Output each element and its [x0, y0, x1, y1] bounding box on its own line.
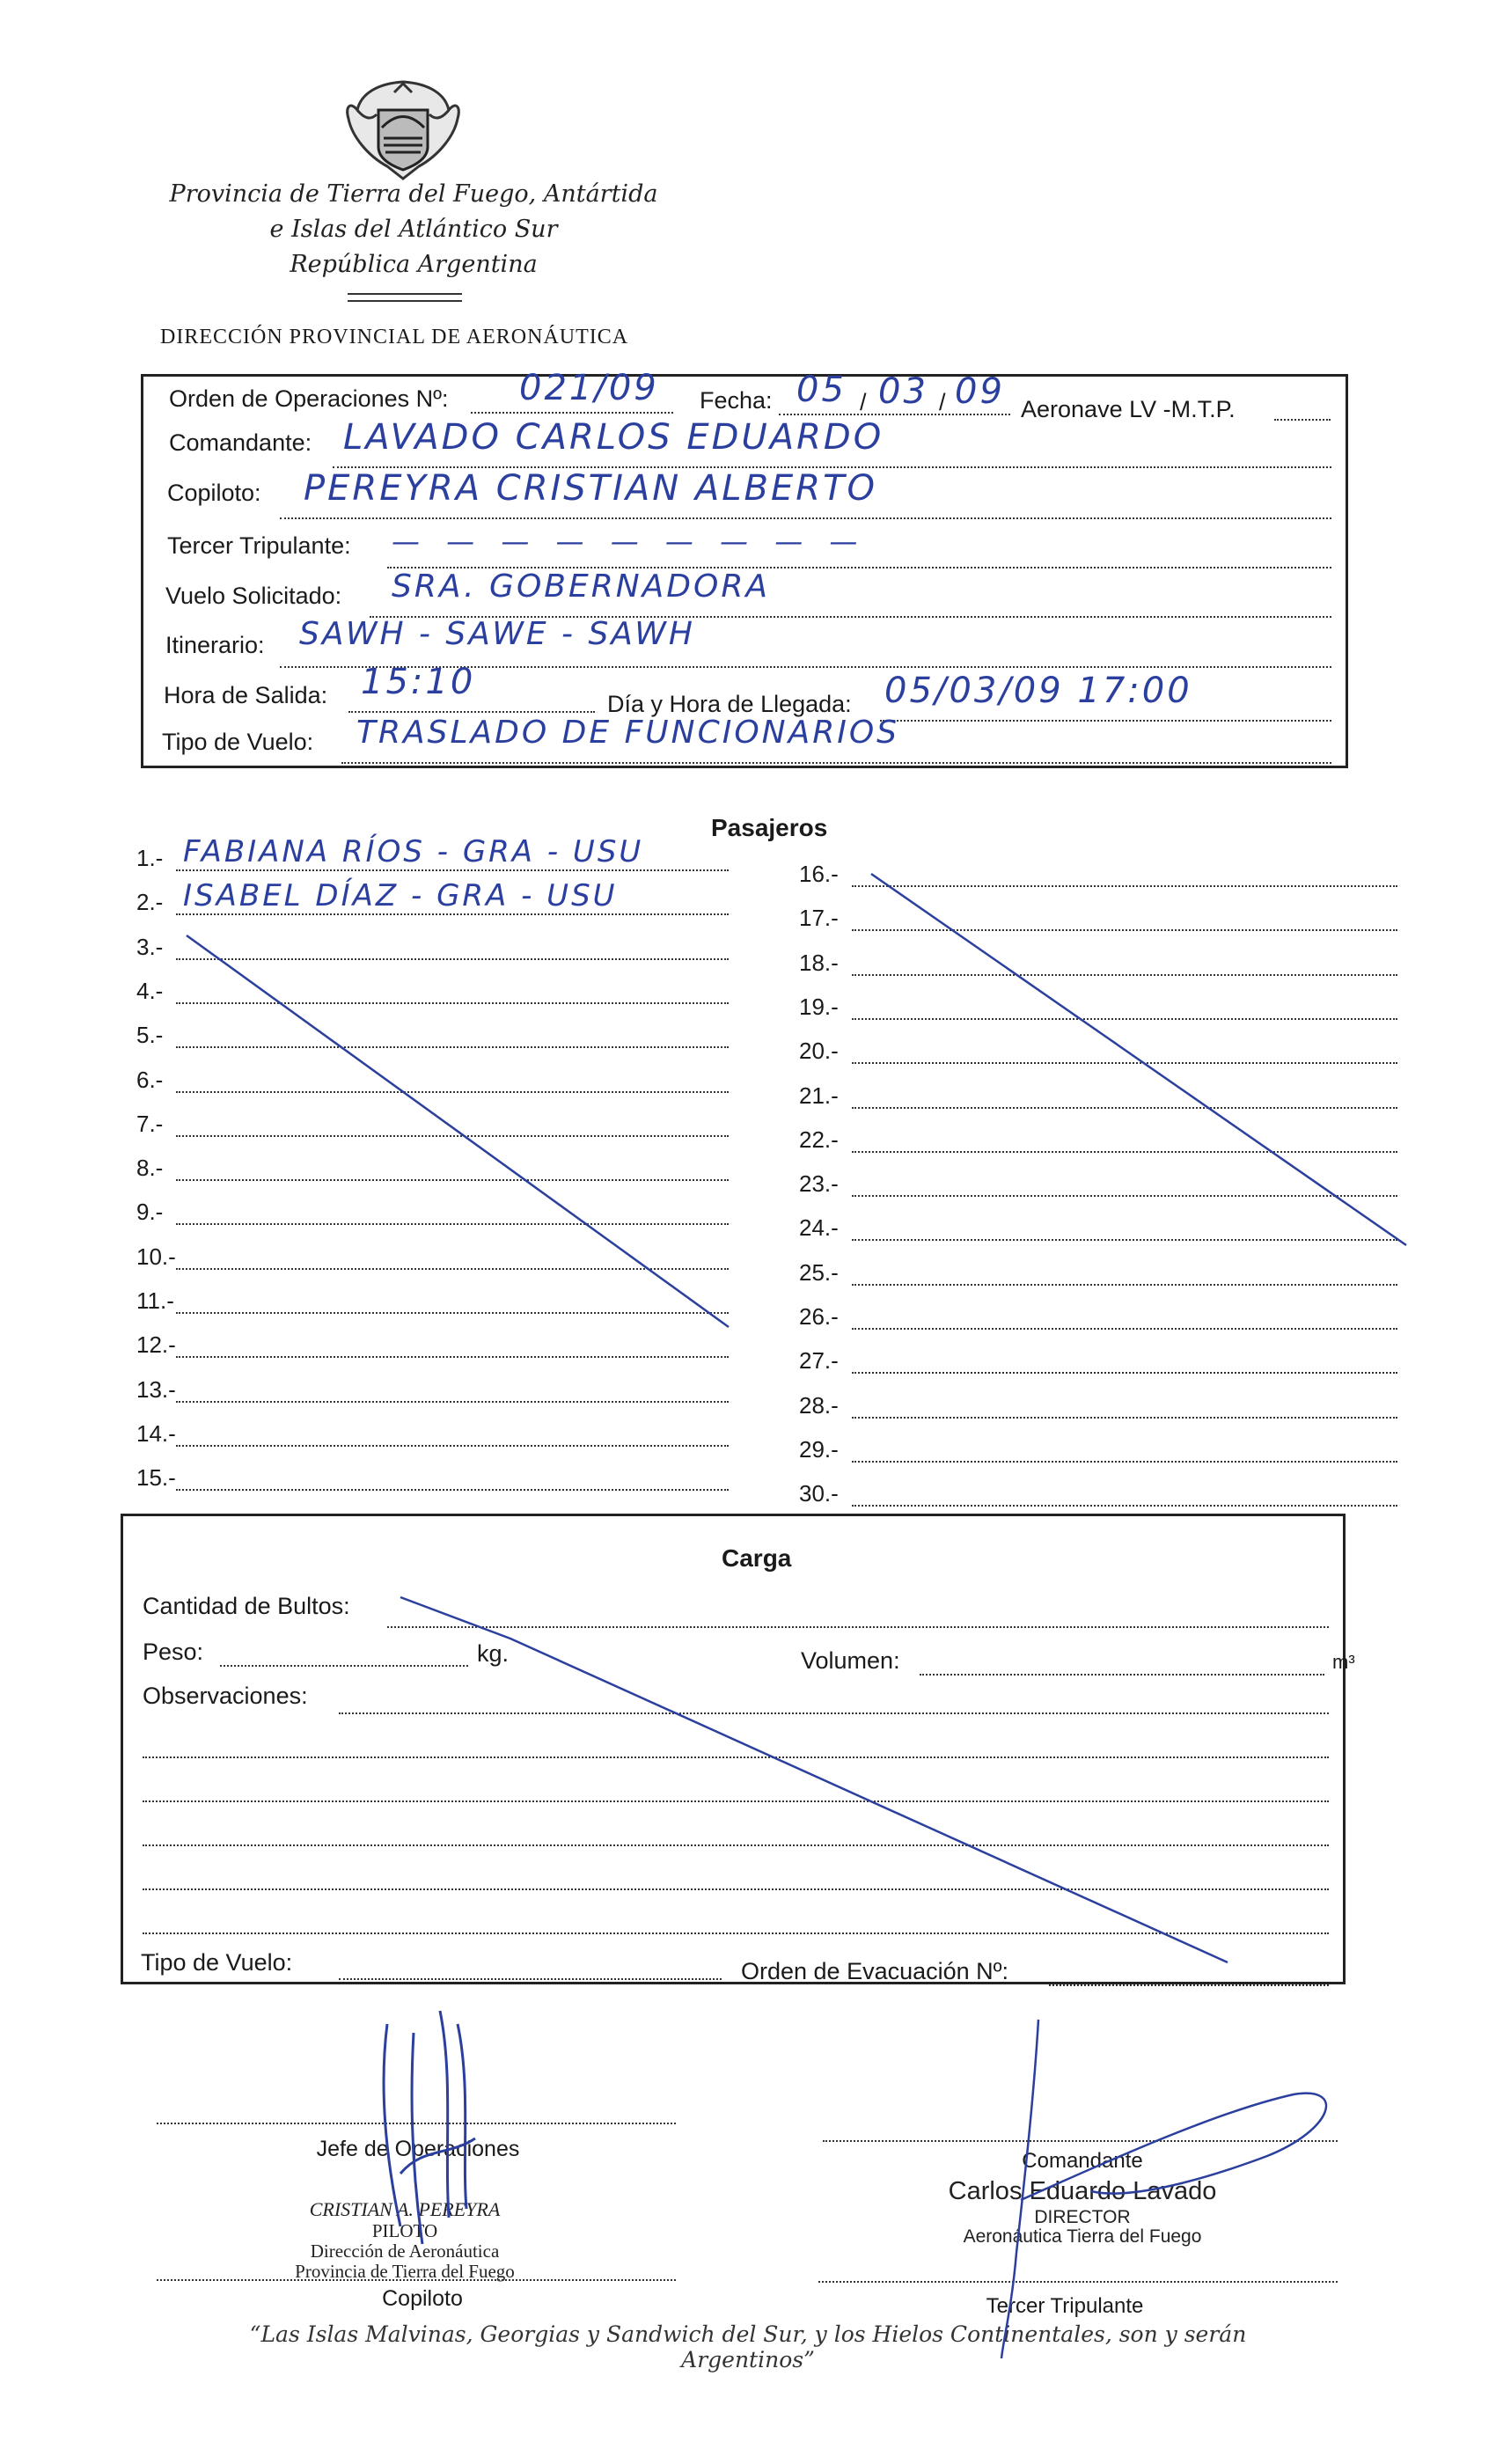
passenger-line [852, 974, 1397, 976]
passenger-line [852, 1284, 1397, 1286]
passenger-name: FABIANA RÍOS - GRA - USU [183, 834, 644, 869]
observaciones-line [143, 1844, 1329, 1846]
llegada-line [880, 720, 1331, 722]
fecha-separator: / [860, 389, 867, 415]
passenger-number: 19.- [799, 993, 839, 1020]
copiloto-line [280, 517, 1331, 519]
fecha-month: 03 [878, 371, 928, 412]
passenger-line [852, 1417, 1397, 1419]
passenger-number: 16.- [799, 861, 839, 887]
passenger-line [852, 885, 1397, 887]
passenger-number: 11.- [136, 1287, 174, 1314]
comandante-signature-line [823, 2140, 1338, 2142]
carga-tipo-vuelo-line [339, 1978, 722, 1980]
tipo-vuelo-value: TRASLADO DE FUNCIONARIOS [356, 715, 900, 751]
passenger-number: 26.- [799, 1303, 839, 1330]
copiloto-signature-line [157, 2279, 676, 2281]
orden-value: 021/09 [519, 368, 659, 408]
llegada-value: 05/03/09 17:00 [884, 671, 1192, 711]
passenger-number: 23.- [799, 1170, 839, 1198]
copiloto-value: PEREYRA CRISTIAN ALBERTO [304, 468, 877, 509]
bultos-line [387, 1626, 1329, 1628]
stamp-right-role: DIRECTOR [1034, 2207, 1131, 2227]
passenger-line [176, 913, 729, 915]
passenger-number: 10.- [136, 1243, 176, 1270]
carga-title: Carga [722, 1544, 792, 1572]
stamp-left-name: CRISTIAN A. PEREYRA [309, 2198, 501, 2220]
passenger-line [176, 1356, 729, 1358]
passenger-line [852, 1328, 1397, 1330]
passenger-number: 29.- [799, 1435, 839, 1463]
passenger-number: 14.- [136, 1419, 176, 1447]
evacuacion-line [1049, 1984, 1329, 1986]
passenger-line [852, 1461, 1397, 1463]
observaciones-line [143, 1888, 1329, 1890]
observaciones-label: Observaciones: [143, 1683, 308, 1709]
province-line-2: e Islas del Atlántico Sur [269, 216, 558, 243]
observaciones-line [339, 1712, 1329, 1714]
passenger-number: 24.- [799, 1214, 839, 1242]
tipo-vuelo-line [341, 762, 1331, 764]
itinerario-label: Itinerario: [165, 632, 265, 658]
passenger-line [176, 1091, 729, 1093]
passenger-line [176, 1268, 729, 1270]
cargo-box [121, 1514, 1346, 1984]
vuelo-solicitado-value: SRA. GOBERNADORA [392, 568, 770, 605]
passenger-line [852, 1107, 1397, 1109]
aeronave-label: Aeronave LV -M.T.P. [1021, 396, 1236, 422]
bultos-label: Cantidad de Bultos: [143, 1593, 350, 1619]
passenger-number: 12.- [136, 1331, 176, 1359]
carga-tipo-vuelo-label: Tipo de Vuelo: [141, 1949, 293, 1976]
tercer-signature-line [818, 2281, 1338, 2283]
passenger-line [176, 869, 729, 871]
volumen-unit: m³ [1332, 1651, 1355, 1673]
stamp-left-org2: Provincia de Tierra del Fuego [295, 2261, 515, 2282]
passenger-number: 27.- [799, 1347, 839, 1375]
province-line-1: Provincia de Tierra del Fuego, Antártida [169, 180, 658, 208]
passenger-line [852, 1151, 1397, 1153]
passenger-number: 7.- [136, 1110, 164, 1137]
passenger-number: 25.- [799, 1258, 839, 1286]
passenger-number: 15.- [136, 1464, 176, 1492]
peso-unit: kg. [477, 1640, 510, 1667]
passenger-line [176, 1445, 729, 1447]
passenger-number: 6.- [136, 1066, 164, 1093]
header-divider [348, 293, 462, 295]
vuelo-solicitado-label: Vuelo Solicitado: [165, 583, 342, 609]
passenger-number: 20.- [799, 1038, 839, 1065]
fecha-day: 05 [796, 370, 847, 410]
observaciones-line [143, 1932, 1329, 1934]
llegada-label: Día y Hora de Llegada: [607, 691, 852, 717]
peso-label: Peso: [143, 1639, 204, 1665]
passenger-number: 13.- [136, 1375, 176, 1403]
volumen-label: Volumen: [801, 1647, 900, 1674]
passenger-number: 1.- [136, 845, 164, 871]
jefe-label: Jefe de Operaciones [316, 2137, 520, 2161]
passenger-number: 9.- [136, 1199, 164, 1226]
tercer-tripulante-value: — — — — — — — — — [392, 524, 867, 558]
peso-line [220, 1665, 468, 1667]
passenger-line [852, 929, 1397, 931]
passenger-line [176, 958, 729, 960]
passenger-name: ISABEL DÍAZ - GRA - USU [183, 878, 618, 914]
hora-salida-line [348, 711, 595, 713]
passenger-number: 28.- [799, 1391, 839, 1419]
passenger-number: 5.- [136, 1022, 164, 1049]
footer-motto: “Las Islas Malvinas, Georgias y Sandwich del Sur, y los Hielos Continentales, son y serán Argentinos” [249, 2321, 1247, 2372]
passenger-line [852, 1505, 1397, 1507]
passenger-number: 21.- [799, 1082, 839, 1109]
observaciones-line [143, 1756, 1329, 1758]
fecha-year: 09 [955, 371, 1005, 412]
passenger-number: 2.- [136, 889, 164, 916]
evacuacion-label: Orden de Evacuación Nº: [741, 1958, 1009, 1984]
fecha-line [779, 414, 1010, 415]
passenger-line [852, 1195, 1397, 1197]
stamp-right-org: Aeronáutica Tierra del Fuego [963, 2226, 1202, 2247]
copiloto-label: Copiloto: [167, 480, 261, 506]
passenger-line [852, 1062, 1397, 1064]
passenger-number: 30.- [799, 1480, 839, 1507]
comandante-value: LAVADO CARLOS EDUARDO [343, 417, 884, 458]
observaciones-line [143, 1800, 1329, 1802]
passenger-number: 3.- [136, 933, 164, 960]
orden-line [471, 412, 673, 414]
passenger-line [176, 1312, 729, 1314]
agency-title: DIRECCIÓN PROVINCIAL DE AERONÁUTICA [160, 326, 629, 348]
tercer-tripulante-label: Tercer Tripulante: [167, 532, 351, 559]
orden-label: Orden de Operaciones Nº: [169, 385, 449, 412]
fecha-label: Fecha: [700, 387, 773, 414]
passenger-line [176, 1489, 729, 1491]
passenger-number: 18.- [799, 949, 839, 976]
passenger-line [176, 1046, 729, 1048]
passenger-number: 8.- [136, 1155, 164, 1182]
passenger-line [176, 1179, 729, 1181]
jefe-signature-line [157, 2123, 676, 2124]
header-divider [348, 300, 462, 302]
province-line-3: República Argentina [290, 251, 538, 278]
comandante-sig-label: Comandante [1022, 2149, 1143, 2173]
comandante-label: Comandante: [169, 429, 312, 456]
copiloto-sig-label: Copiloto [382, 2286, 463, 2311]
stamp-right-name: Carlos Eduardo Lavado [948, 2177, 1217, 2205]
provincial-crest-icon [341, 75, 465, 185]
tipo-vuelo-label: Tipo de Vuelo: [162, 729, 314, 755]
passenger-line [176, 1002, 729, 1004]
passenger-line [176, 1401, 729, 1403]
tercer-sig-label: Tercer Tripulante [986, 2294, 1144, 2318]
passenger-line [176, 1135, 729, 1137]
aeronave-line [1274, 419, 1331, 421]
passenger-line [852, 1018, 1397, 1020]
passenger-line [852, 1372, 1397, 1374]
passenger-line [176, 1223, 729, 1225]
passenger-number: 22.- [799, 1126, 839, 1153]
hora-salida-value: 15:10 [361, 662, 476, 702]
itinerario-value: SAWH - SAWE - SAWH [299, 616, 695, 652]
stamp-left-org1: Dirección de Aeronáutica [310, 2240, 500, 2262]
passenger-number: 4.- [136, 977, 164, 1004]
volumen-line [920, 1674, 1324, 1676]
stamp-left-role: PILOTO [371, 2220, 438, 2241]
passenger-number: 17.- [799, 905, 839, 932]
pasajeros-title: Pasajeros [711, 814, 828, 841]
hora-salida-label: Hora de Salida: [164, 682, 328, 708]
passenger-line [852, 1239, 1397, 1241]
fecha-separator: / [939, 389, 946, 415]
